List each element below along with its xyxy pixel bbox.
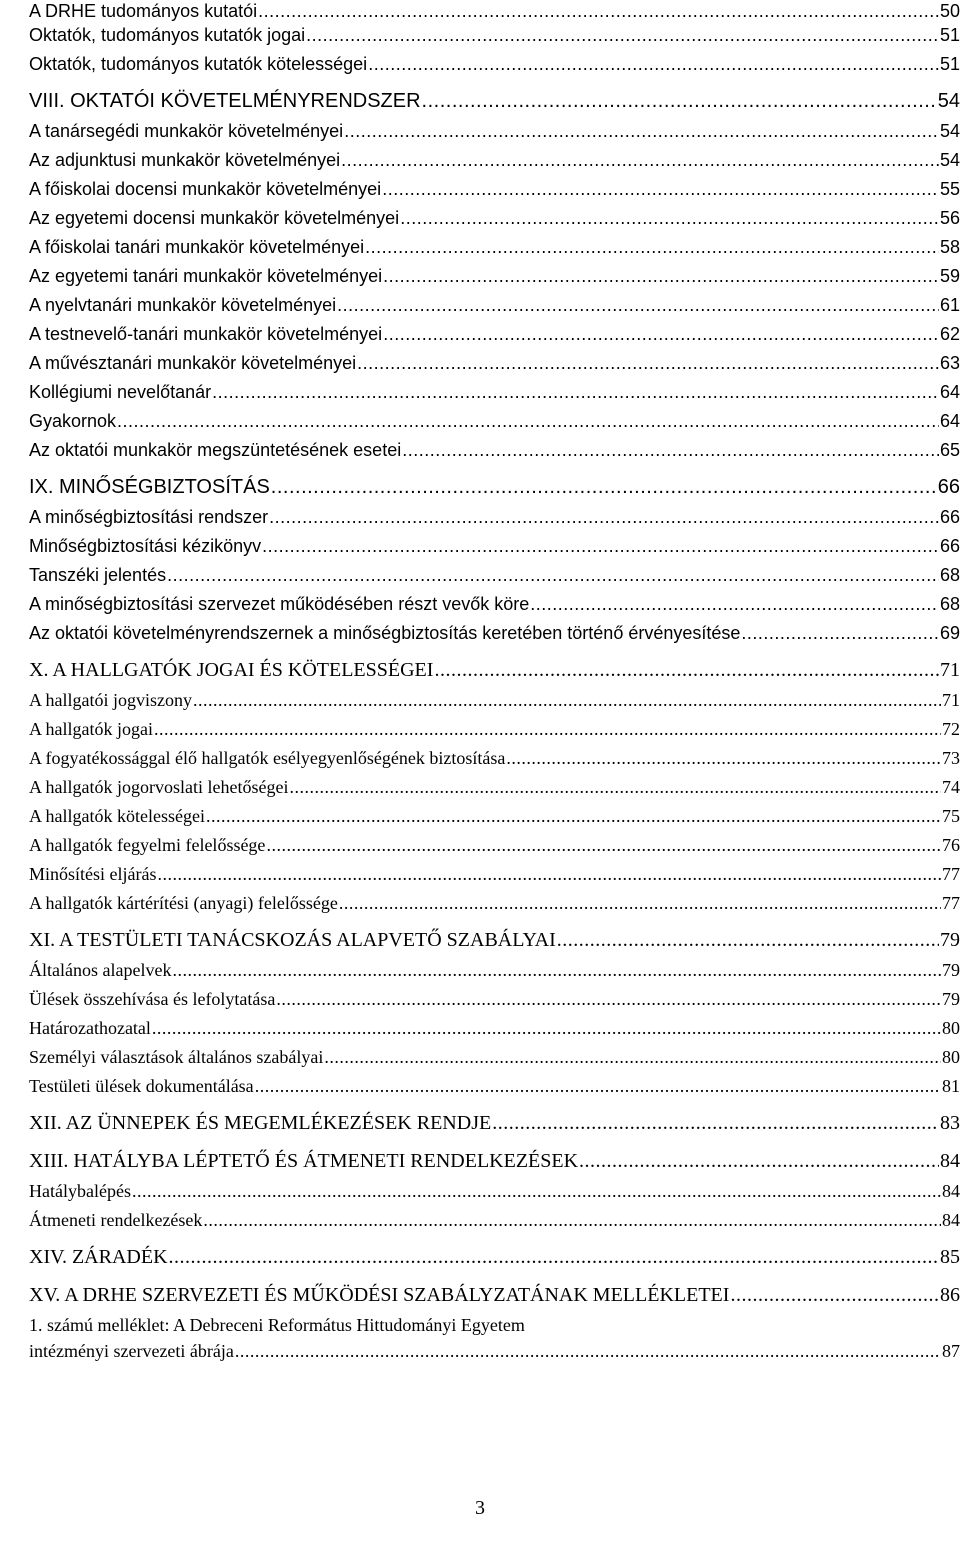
toc-entry[interactable]: A minőségbiztosítási szervezet működésében részt vevők köre ..... 68	[29, 593, 960, 622]
toc-entry[interactable]: A hallgatók kártérítési (anyagi) felelőssége ..... 77	[29, 892, 960, 921]
toc-entry[interactable]: A hallgatói jogviszony ..... 71	[29, 689, 960, 718]
toc-appendix-line2[interactable]: intézményi szervezeti ábrája ..... 87	[29, 1340, 960, 1369]
toc-chapter[interactable]: IX. MINŐSÉGBIZTOSÍTÁS ..... 66	[29, 475, 960, 506]
toc-entry[interactable]: A minőségbiztosítási rendszer ..... 66	[29, 506, 960, 535]
toc-entry[interactable]: Oktatók, tudományos kutatók jogai ..... 51	[29, 24, 960, 53]
table-of-contents	[29, 0, 960, 1369]
toc-entry[interactable]: A testnevelő-tanári munkakör követelményei ..... 62	[29, 323, 960, 352]
toc-entry[interactable]: Az adjunktusi munkakör követelményei ..... 54	[29, 149, 960, 178]
toc-entry[interactable]: Ülések összehívása és lefolytatása ..... 79	[29, 988, 960, 1017]
toc-entry[interactable]: A DRHE tudományos kutatói ..... 50	[29, 0, 960, 24]
toc-chapter[interactable]: XI. A TESTÜLETI TANÁCSKOZÁS ALAPVETŐ SZABÁLYAI ..... 79	[29, 928, 960, 959]
toc-entry[interactable]: Az egyetemi docensi munkakör követelményei ..... 56	[29, 207, 960, 236]
toc-entry[interactable]: A hallgatók jogorvoslati lehetőségei ..... 74	[29, 776, 960, 805]
toc-appendix-line1[interactable]: 1. számú melléklet: A Debreceni Református Hittudományi Egyetem	[29, 1315, 525, 1335]
toc-entry[interactable]: Minőségbiztosítási kézikönyv ..... 66	[29, 535, 960, 564]
toc-entry[interactable]: A főiskolai tanári munkakör követelményei ..... 58	[29, 236, 960, 265]
toc-entry[interactable]: Tanszéki jelentés ..... 68	[29, 564, 960, 593]
toc-entry[interactable]: A hallgatók jogai ..... 72	[29, 718, 960, 747]
toc-entry[interactable]: Határozathozatal ..... 80	[29, 1017, 960, 1046]
toc-entry[interactable]: Kollégiumi nevelőtanár ..... 64	[29, 381, 960, 410]
toc-entry[interactable]: A fogyatékossággal élő hallgatók esélyegyenlőségének biztosítása ..... 73	[29, 747, 960, 776]
toc-entry[interactable]: Oktatók, tudományos kutatók kötelességei ..... 51	[29, 53, 960, 82]
toc-entry[interactable]: A tanársegédi munkakör követelményei ..... 54	[29, 120, 960, 149]
toc-chapter[interactable]: VIII. OKTATÓI KÖVETELMÉNYRENDSZER ..... 54	[29, 89, 960, 120]
toc-entry[interactable]: Általános alapelvek ..... 79	[29, 959, 960, 988]
toc-entry[interactable]: Átmeneti rendelkezések ..... 84	[29, 1209, 960, 1238]
toc-entry[interactable]: A főiskolai docensi munkakör követelményei ..... 55	[29, 178, 960, 207]
toc-entry[interactable]: Gyakornok ..... 64	[29, 410, 960, 439]
toc-entry[interactable]: A hallgatók fegyelmi felelőssége ..... 76	[29, 834, 960, 863]
page-number: 3	[475, 1497, 485, 1519]
toc-entry[interactable]: Minősítési eljárás ..... 77	[29, 863, 960, 892]
toc-entry[interactable]: A nyelvtanári munkakör követelményei ..... 61	[29, 294, 960, 323]
toc-chapter[interactable]: XV. A DRHE SZERVEZETI ÉS MŰKÖDÉSI SZABÁLYZATÁNAK MELLÉKLETEI ..... 86	[29, 1283, 960, 1314]
toc-chapter[interactable]: X. A HALLGATÓK JOGAI ÉS KÖTELESSÉGEI ..... 71	[29, 658, 960, 689]
toc-chapter[interactable]: XIV. ZÁRADÉK ..... 85	[29, 1245, 960, 1276]
toc-entry[interactable]: Az oktatói munkakör megszüntetésének esetei ..... 65	[29, 439, 960, 468]
toc-entry[interactable]: A művésztanári munkakör követelményei ..... 63	[29, 352, 960, 381]
toc-entry[interactable]: Az egyetemi tanári munkakör követelményei ..... 59	[29, 265, 960, 294]
toc-entry[interactable]: Hatálybalépés ..... 84	[29, 1180, 960, 1209]
toc-entry[interactable]: Az oktatói követelményrendszernek a minőségbiztosítás keretében történő érvényesítése ..... 69	[29, 622, 960, 651]
toc-entry[interactable]: Személyi választások általános szabályai ..... 80	[29, 1046, 960, 1075]
toc-entry[interactable]: A hallgatók kötelességei ..... 75	[29, 805, 960, 834]
toc-chapter[interactable]: XII. AZ ÜNNEPEK ÉS MEGEMLÉKEZÉSEK RENDJE ..... 83	[29, 1111, 960, 1142]
toc-entry[interactable]: Testületi ülések dokumentálása ..... 81	[29, 1075, 960, 1104]
toc-chapter[interactable]: XIII. HATÁLYBA LÉPTETŐ ÉS ÁTMENETI RENDELKEZÉSEK ..... 84	[29, 1149, 960, 1180]
